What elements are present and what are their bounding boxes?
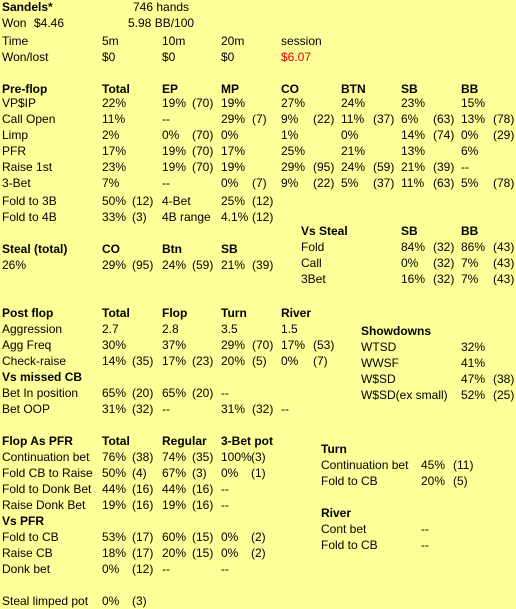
fold-to-3b-col2: (12) xyxy=(132,194,154,208)
vs-missed-cb-header: Vs missed CB xyxy=(2,370,83,384)
showdown-row2-col0: W$SD xyxy=(361,372,396,386)
preflop-row1-col11: (63) xyxy=(433,112,455,126)
vs-pfr-row2-col0: Donk bet xyxy=(2,562,51,576)
preflop-row5-col11: (63) xyxy=(433,176,455,190)
fold-to-3b-col0: Fold to 3B xyxy=(2,194,57,208)
preflop-row1-col5: (7) xyxy=(252,112,267,126)
flop-pfr-row0-col2: (38) xyxy=(132,450,154,464)
postflop-row2-col4: (23) xyxy=(192,354,214,368)
wonlost-20m: $0 xyxy=(221,50,235,64)
time-session: session xyxy=(281,34,322,48)
preflop-row1-col13: (78) xyxy=(493,112,515,126)
preflop-row4-col3: (70) xyxy=(192,160,214,174)
vs-steal-header: Vs Steal xyxy=(301,224,348,238)
river-row0-col1: -- xyxy=(421,522,429,536)
postflop-row0-col0: Aggression xyxy=(2,322,63,336)
steal-header-2: Btn xyxy=(162,242,182,256)
missed-cb-row1-col1: 31% xyxy=(102,402,127,416)
vs-steal-row1-col0: Call xyxy=(301,256,322,270)
missed-cb-row1-col5: 31% xyxy=(221,402,246,416)
preflop-row5-col5: (7) xyxy=(252,176,267,190)
steal-row-col3: 24% xyxy=(162,258,187,272)
vs-pfr-row1-col6: (2) xyxy=(251,546,266,560)
hands-count: 746 hands xyxy=(133,0,190,14)
flop-pfr-row0-col5: 100% xyxy=(221,450,252,464)
flop-pfr-row2-col4: (16) xyxy=(192,482,214,496)
preflop-row3-col6: 25% xyxy=(281,144,306,158)
steal-header-0: Steal (total) xyxy=(2,242,68,256)
preflop-row5-col6: 9% xyxy=(281,176,299,190)
flop-pfr-row0-col0: Continuation bet xyxy=(2,450,90,464)
flop-pfr-row2-col5: -- xyxy=(221,482,229,496)
preflop-row1-col1: 11% xyxy=(102,112,126,126)
wonlost-5m: $0 xyxy=(102,50,116,64)
flop-pfr-row1-col5: 0% xyxy=(221,466,239,480)
vs-steal-row2-col0: 3Bet xyxy=(301,272,326,286)
preflop-row2-col11: (74) xyxy=(433,128,455,142)
preflop-row1-col7: (22) xyxy=(313,112,335,126)
vs-pfr-row2-col2: (12) xyxy=(132,562,154,576)
preflop-row5-col10: 11% xyxy=(401,176,425,190)
steal-limped-pot-col0: Steal limped pot xyxy=(2,594,89,608)
missed-cb-row0-col0: Bet In position xyxy=(2,386,79,400)
flop-pfr-row1-col1: 50% xyxy=(102,466,127,480)
postflop-row2-col8: (7) xyxy=(313,354,328,368)
fold-to-4b-col1: 33% xyxy=(102,210,127,224)
preflop-row4-col9: (59) xyxy=(373,160,395,174)
preflop-row2-col4: 0% xyxy=(221,128,239,142)
wonlost-label: Won/lost xyxy=(2,50,49,64)
wonlost-session: $6.07 xyxy=(281,50,312,64)
preflop-row3-col4: 17% xyxy=(221,144,246,158)
fold-to-3b-col1: 50% xyxy=(102,194,127,208)
flop-pfr-row1-col6: (1) xyxy=(251,466,266,480)
preflop-row5-col12: 5% xyxy=(461,176,479,190)
time-20m: 20m xyxy=(221,34,245,48)
steal-limped-pot-col1: 0% xyxy=(102,594,120,608)
flop-pfr-row0-col4: (35) xyxy=(192,450,214,464)
preflop-row3-col2: 19% xyxy=(162,144,187,158)
steal-row-col0: 26% xyxy=(2,258,27,272)
fold-to-4b-col5: (12) xyxy=(252,210,274,224)
preflop-row0-col8: 24% xyxy=(341,96,366,110)
postflop-row0-col5: 3.5 xyxy=(221,322,238,336)
fold-to-4b-col0: Fold to 4B xyxy=(2,210,57,224)
vs-steal-row2-col4: (43) xyxy=(493,272,515,286)
showdown-row0-col1: 32% xyxy=(461,340,486,354)
flop-pfr-row2-col2: (16) xyxy=(132,482,154,496)
vs-steal-row2-col1: 16% xyxy=(401,272,426,286)
missed-cb-row1-col7: -- xyxy=(281,402,289,416)
flop-pfr-row1-col3: 67% xyxy=(162,466,187,480)
postflop-header-0: Post flop xyxy=(2,306,54,320)
vs-steal-row0-col4: (43) xyxy=(493,240,515,254)
vs-pfr-row0-col4: (15) xyxy=(192,530,214,544)
fold-to-4b-col3: 4B range xyxy=(162,210,211,224)
fold-to-3b-col3: 4-Bet xyxy=(162,194,191,208)
preflop-row4-col4: 19% xyxy=(221,160,246,174)
missed-cb-row0-col3: 65% xyxy=(162,386,187,400)
fold-to-4b-col2: (3) xyxy=(132,210,147,224)
vs-pfr-row0-col2: (17) xyxy=(132,530,154,544)
missed-cb-row0-col1: 65% xyxy=(102,386,127,400)
postflop-row1-col3: 37% xyxy=(162,338,187,352)
flop-pfr-row3-col3: 19% xyxy=(162,498,187,512)
preflop-row0-col3: (70) xyxy=(192,96,214,110)
flop-pfr-row3-col4: (16) xyxy=(192,498,214,512)
flop-pfr-row2-col3: 44% xyxy=(162,482,187,496)
preflop-row5-col13: (78) xyxy=(493,176,515,190)
flop-pfr-row1-col2: (4) xyxy=(132,466,147,480)
postflop-row2-col7: 0% xyxy=(281,354,299,368)
flop-pfr-row2-col0: Fold to Donk Bet xyxy=(2,482,92,496)
preflop-header-7: BB xyxy=(461,82,479,96)
postflop-header-4: River xyxy=(281,306,312,320)
turn-row0-col1: 45% xyxy=(421,458,446,472)
fold-to-4b-col4: 4.1% xyxy=(221,210,249,224)
preflop-row5-col7: (22) xyxy=(313,176,335,190)
preflop-header-5: BTN xyxy=(341,82,366,96)
flop-pfr-row0-col3: 74% xyxy=(162,450,187,464)
preflop-row4-col6: 29% xyxy=(281,160,306,174)
showdown-row3-col1: 52% xyxy=(461,388,486,402)
time-label: Time xyxy=(2,34,29,48)
vs-steal-row1-col2: (32) xyxy=(433,256,455,270)
vs-steal-row0-col2: (32) xyxy=(433,240,455,254)
steal-limped-pot-col2: (3) xyxy=(132,594,147,608)
preflop-row3-col10: 13% xyxy=(401,144,426,158)
vs-steal-row1-col1: 0% xyxy=(401,256,419,270)
preflop-header-2: EP xyxy=(162,82,179,96)
preflop-row5-col8: 5% xyxy=(341,176,359,190)
showdown-row2-col1: 47% xyxy=(461,372,486,386)
steal-row-col2: (95) xyxy=(132,258,154,272)
river-row1-col1: -- xyxy=(421,538,429,552)
turn-row1-col0: Fold to CB xyxy=(321,474,378,488)
preflop-row4-col7: (95) xyxy=(313,160,335,174)
vs-pfr-row2-col5: -- xyxy=(221,562,229,576)
vs-steal-row0-col0: Fold xyxy=(301,240,325,254)
postflop-row1-col5: 29% xyxy=(221,338,246,352)
steal-header-3: SB xyxy=(221,242,238,256)
preflop-row4-col1: 23% xyxy=(102,160,127,174)
preflop-row5-col4: 0% xyxy=(221,176,239,190)
vs-pfr-row1-col4: (15) xyxy=(192,546,214,560)
postflop-row1-col8: (53) xyxy=(313,338,335,352)
postflop-row2-col2: (35) xyxy=(132,354,154,368)
postflop-row0-col7: 1.5 xyxy=(281,322,298,336)
missed-cb-row0-col2: (20) xyxy=(132,386,154,400)
time-10m: 10m xyxy=(162,34,186,48)
steal-header-1: CO xyxy=(102,242,120,256)
vs-pfr-row0-col3: 60% xyxy=(162,530,187,544)
vs-pfr-row1-col1: 18% xyxy=(102,546,127,560)
postflop-header-3: Turn xyxy=(221,306,247,320)
vs-steal-row1-col3: 7% xyxy=(461,256,479,270)
flop-pfr-header-0: Flop As PFR xyxy=(2,434,73,448)
vs-steal-sb: SB xyxy=(401,224,418,238)
steal-row-col6: (39) xyxy=(252,258,274,272)
postflop-header-1: Total xyxy=(102,306,130,320)
preflop-row5-col1: 7% xyxy=(102,176,120,190)
flop-pfr-row0-col1: 76% xyxy=(102,450,127,464)
flop-pfr-header-1: Total xyxy=(102,434,130,448)
river-row0-col0: Cont bet xyxy=(321,522,367,536)
fold-to-3b-col5: (12) xyxy=(252,194,274,208)
preflop-row3-col12: 6% xyxy=(461,144,479,158)
steal-row-col5: 21% xyxy=(221,258,246,272)
fold-to-3b-col4: 25% xyxy=(221,194,246,208)
vs-steal-row0-col3: 86% xyxy=(461,240,486,254)
postflop-row2-col6: (5) xyxy=(252,354,267,368)
postflop-row2-col5: 20% xyxy=(221,354,246,368)
flop-pfr-header-2: Regular xyxy=(162,434,207,448)
postflop-row2-col1: 14% xyxy=(102,354,127,368)
preflop-row0-col6: 27% xyxy=(281,96,306,110)
postflop-row2-col0: Check-raise xyxy=(2,354,67,368)
won-value: $4.46 xyxy=(34,16,65,30)
vs-steal-row2-col3: 7% xyxy=(461,272,479,286)
showdown-row1-col0: WWSF xyxy=(361,356,399,370)
preflop-row1-col2: -- xyxy=(162,112,170,126)
turn-header: Turn xyxy=(321,442,347,456)
vs-pfr-row0-col5: 0% xyxy=(221,530,239,544)
missed-cb-row1-col3: -- xyxy=(162,402,170,416)
showdown-row0-col0: WTSD xyxy=(361,340,397,354)
showdown-row2-col2: (38) xyxy=(493,372,515,386)
vs-pfr-row1-col0: Raise CB xyxy=(2,546,53,560)
steal-row-col1: 29% xyxy=(102,258,127,272)
vs-pfr-row0-col0: Fold to CB xyxy=(2,530,59,544)
vs-steal-bb: BB xyxy=(461,224,479,238)
postflop-row1-col6: (70) xyxy=(252,338,274,352)
preflop-row0-col4: 19% xyxy=(221,96,246,110)
preflop-row2-col10: 14% xyxy=(401,128,426,142)
vs-pfr-row2-col1: 0% xyxy=(102,562,120,576)
preflop-row1-col8: 11% xyxy=(341,112,365,126)
showdowns-header: Showdowns xyxy=(361,324,431,338)
preflop-header-6: SB xyxy=(401,82,418,96)
preflop-row5-col0: 3-Bet xyxy=(2,176,31,190)
missed-cb-row1-col0: Bet OOP xyxy=(2,402,51,416)
flop-pfr-row3-col0: Raise Donk Bet xyxy=(2,498,86,512)
vs-pfr-row1-col5: 0% xyxy=(221,546,239,560)
flop-pfr-row3-col2: (16) xyxy=(132,498,154,512)
turn-row0-col0: Continuation bet xyxy=(321,458,409,472)
postflop-row2-col3: 17% xyxy=(162,354,187,368)
preflop-row5-col2: -- xyxy=(162,176,170,190)
flop-pfr-row3-col1: 19% xyxy=(102,498,127,512)
flop-pfr-row2-col1: 44% xyxy=(102,482,127,496)
preflop-row3-col3: (70) xyxy=(192,144,214,158)
preflop-row4-col11: (39) xyxy=(433,160,455,174)
vs-pfr-row1-col3: 20% xyxy=(162,546,187,560)
steal-row-col4: (59) xyxy=(192,258,214,272)
showdown-row3-col2: (25) xyxy=(493,388,515,402)
preflop-row3-col1: 17% xyxy=(102,144,127,158)
preflop-row4-col2: 19% xyxy=(162,160,187,174)
vs-pfr-row0-col1: 53% xyxy=(102,530,127,544)
preflop-row1-col6: 9% xyxy=(281,112,299,126)
preflop-row2-col8: 0% xyxy=(341,128,359,142)
vs-pfr-header: Vs PFR xyxy=(2,514,45,528)
preflop-row5-col9: (37) xyxy=(373,176,395,190)
missed-cb-row1-col2: (32) xyxy=(132,402,154,416)
missed-cb-row0-col5: -- xyxy=(221,386,229,400)
preflop-header-1: Total xyxy=(102,82,130,96)
preflop-row0-col2: 19% xyxy=(162,96,187,110)
preflop-row2-col2: 0% xyxy=(162,128,180,142)
vs-steal-row2-col2: (32) xyxy=(433,272,455,286)
showdown-row1-col1: 41% xyxy=(461,356,486,370)
preflop-row3-col0: PFR xyxy=(2,144,26,158)
preflop-header-0: Pre-flop xyxy=(2,82,48,96)
vs-pfr-row1-col2: (17) xyxy=(132,546,154,560)
time-5m: 5m xyxy=(102,34,119,48)
postflop-row1-col7: 17% xyxy=(281,338,306,352)
preflop-row4-col0: Raise 1st xyxy=(2,160,53,174)
turn-row0-col2: (11) xyxy=(453,458,474,472)
preflop-row2-col1: 2% xyxy=(102,128,120,142)
flop-pfr-header-3: 3-Bet pot xyxy=(221,434,273,448)
preflop-header-3: MP xyxy=(221,82,239,96)
won-label: Won xyxy=(2,16,27,30)
preflop-row2-col12: 0% xyxy=(461,128,479,142)
preflop-row1-col0: Call Open xyxy=(2,112,56,126)
vs-steal-row0-col1: 84% xyxy=(401,240,426,254)
river-header: River xyxy=(321,506,352,520)
preflop-row0-col1: 22% xyxy=(102,96,127,110)
vs-steal-row1-col4: (43) xyxy=(493,256,515,270)
turn-row1-col1: 20% xyxy=(421,474,446,488)
turn-row1-col2: (5) xyxy=(453,474,468,488)
flop-pfr-row1-col4: (3) xyxy=(192,466,207,480)
preflop-row4-col10: 21% xyxy=(401,160,426,174)
showdown-row3-col0: W$SD(ex small) xyxy=(361,388,448,402)
missed-cb-row0-col4: (20) xyxy=(192,386,214,400)
flop-pfr-row3-col5: -- xyxy=(221,498,229,512)
preflop-row4-col8: 24% xyxy=(341,160,366,174)
preflop-row4-col12: -- xyxy=(461,160,469,174)
postflop-row1-col0: Agg Freq xyxy=(2,338,52,352)
flop-pfr-row1-col0: Fold CB to Raise xyxy=(2,466,93,480)
bb-per-100: 5.98 BB/100 xyxy=(128,16,195,30)
preflop-row1-col10: 6% xyxy=(401,112,419,126)
preflop-row0-col0: VP$IP xyxy=(2,96,37,110)
preflop-row1-col12: 13% xyxy=(461,112,486,126)
river-row1-col0: Fold to CB xyxy=(321,538,378,552)
missed-cb-row1-col6: (32) xyxy=(252,402,274,416)
preflop-header-4: CO xyxy=(281,82,299,96)
flop-pfr-row0-col6: (3) xyxy=(251,450,266,464)
postflop-row0-col3: 2.8 xyxy=(162,322,179,336)
preflop-row2-col3: (70) xyxy=(192,128,214,142)
vs-pfr-row0-col6: (2) xyxy=(251,530,266,544)
preflop-row0-col10: 23% xyxy=(401,96,426,110)
postflop-header-2: Flop xyxy=(162,306,188,320)
postflop-row1-col1: 30% xyxy=(102,338,127,352)
preflop-row2-col0: Limp xyxy=(2,128,29,142)
preflop-row1-col9: (37) xyxy=(373,112,395,126)
player-name: Sandels* xyxy=(2,0,53,14)
wonlost-10m: $0 xyxy=(162,50,176,64)
preflop-row0-col12: 15% xyxy=(461,96,486,110)
postflop-row0-col1: 2.7 xyxy=(102,322,119,336)
preflop-row1-col4: 29% xyxy=(221,112,246,126)
preflop-row2-col6: 1% xyxy=(281,128,299,142)
vs-pfr-row2-col3: -- xyxy=(162,562,170,576)
preflop-row2-col13: (29) xyxy=(493,128,515,142)
preflop-row3-col8: 21% xyxy=(341,144,366,158)
